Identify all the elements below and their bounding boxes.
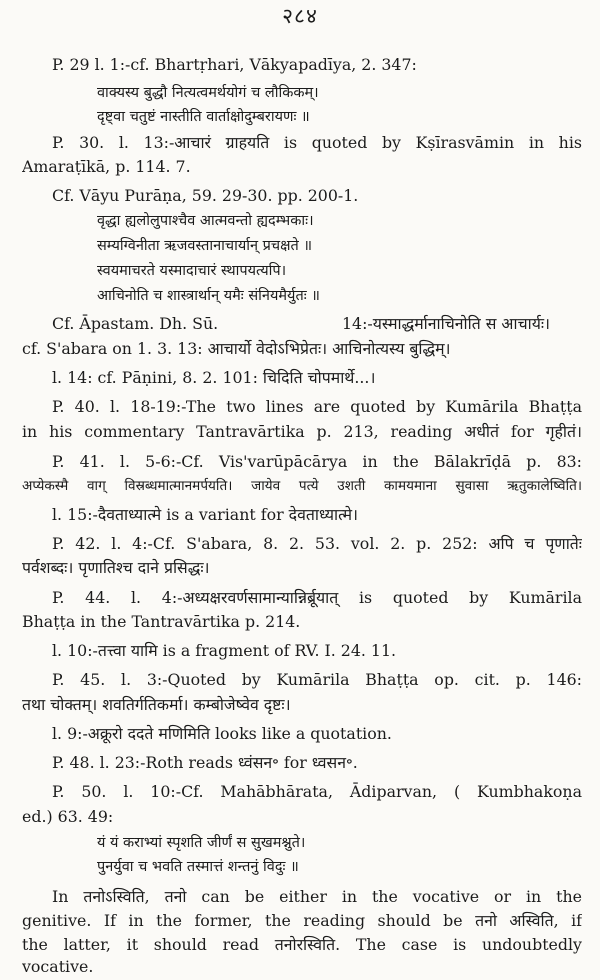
note-line: 14:-यस्माद्धर्मानाचिनोति स आचार्यः। [342, 314, 551, 333]
note-line: vocative. [22, 957, 94, 976]
note-line: P. 50. l. 10:-Cf. Mahābhārata, Ādiparvan, ( Kumbhakoṇa [52, 782, 582, 801]
note-line: P. 42. l. 4:-Cf. S'abara, 8. 2. 53. vol. 2. p. 252: अपि च पृणातेः [52, 534, 582, 553]
verse-line: दृष्ट्वा चतुष्टं नास्तीति वार्ताक्षोदुम्बरायणः ॥ [97, 109, 310, 125]
note-line: Bhaṭṭa in the Tantravārtika p. 214. [22, 612, 301, 631]
note-line: पर्वशब्दः। पृणातिश्च दाने प्रसिद्धः। [22, 558, 210, 577]
note-line: ed.) 63. 49: [22, 807, 114, 826]
note-line: P. 29 l. 1:-cf. Bhartṛhari, Vākyapadīya, 2. 347: [52, 55, 417, 74]
note-line: P. 40. l. 18-19:-The two lines are quoted by Kumārila Bhaṭṭa [52, 397, 582, 416]
note-line: l. 10:-तत्त्वा यामि is a fragment of RV. I. 24. 11. [52, 641, 397, 660]
verse-line: स्वयमाचरते यस्मादाचारं स्थापयत्यपि। [97, 263, 287, 279]
verse-line: सम्यग्विनीता ऋजवस्तानाचार्यान् प्रचक्षते ॥ [97, 238, 313, 254]
verse-line: आचिनोति च शास्त्रार्थान् यमैः संनियमैर्युतः ॥ [97, 288, 320, 304]
verse-line: यं यं कराभ्यां स्पृशति जीर्णं स सुखमश्नुते। [97, 835, 306, 851]
note-line: in his commentary Tantravārtika p. 213, reading अधीतं for गृहीतं। [22, 422, 582, 441]
note-line: P. 41. l. 5-6:-Cf. Vis'varūpācārya in the Bālakrīḍā p. 83: [52, 452, 582, 471]
note-line: P. 48. l. 23:-Roth reads ध्वंसन॰ for ध्वसन॰. [52, 753, 358, 772]
note-line: cf. S'abara on 1. 3. 13: आचार्यो वेदोऽभिप्रेतः। आचिनोत्यस्य बुद्धिम्। [22, 339, 451, 358]
verse-line: वाक्यस्य बुद्धौ नित्यत्वमर्थयोगं च लौकिकम्। [97, 85, 319, 101]
note-line: In तनोऽस्विति, तनो can be either in the vocative or in the [52, 887, 582, 906]
note-line: P. 30. l. 13:-आचारं ग्राहयति is quoted by Kṣīrasvāmin in his [52, 133, 582, 152]
note-line: Cf. Āpastam. Dh. Sū. [52, 314, 219, 333]
note-line: अप्येकस्मै वाग् विस्रब्धमात्मानमर्पयति। जायेव पत्ये उशती कामयमाना सुवासा ऋतुकालेष्विति। [22, 478, 582, 494]
note-line: तथा चोक्तम्। शवतिर्गतिकर्मा। कम्बोजेष्वेव दृष्टः। [22, 695, 291, 714]
note-line: l. 14: cf. Pāṇini, 8. 2. 101: चिदिति चोपमार्थे...। [52, 368, 376, 387]
note-line: the latter, it should read तनोरस्विति. The case is undoubtedly [22, 935, 582, 954]
note-line: l. 15:-दैवताध्यात्मे is a variant for देवताध्यात्मे। [52, 505, 359, 524]
page-number: २८४ [282, 4, 318, 28]
note-line: Amaraṭīkā, p. 114. 7. [22, 157, 191, 176]
verse-line: पुनर्युवा च भवति तस्मात्तं शन्तनुं विदुः ॥ [97, 859, 299, 875]
note-line: P. 44. l. 4:-अध्यक्षरवर्णसामान्यान्निर्ब्रूयात् is quoted by Kumārila [52, 588, 582, 607]
note-line: P. 45. l. 3:-Quoted by Kumārila Bhaṭṭa op. cit. p. 146: [52, 670, 582, 689]
verse-line: वृद्धा ह्यलोलुपाश्चैव आत्मवन्तो ह्यदम्भकाः। [97, 213, 314, 229]
note-line: l. 9:-अक्रूरो ददते मणिमिति looks like a quotation. [52, 724, 392, 743]
note-line: genitive. If in the former, the reading should be तनो अस्विति, if [22, 911, 582, 930]
note-line: Cf. Vāyu Purāṇa, 59. 29-30. pp. 200-1. [52, 186, 359, 205]
